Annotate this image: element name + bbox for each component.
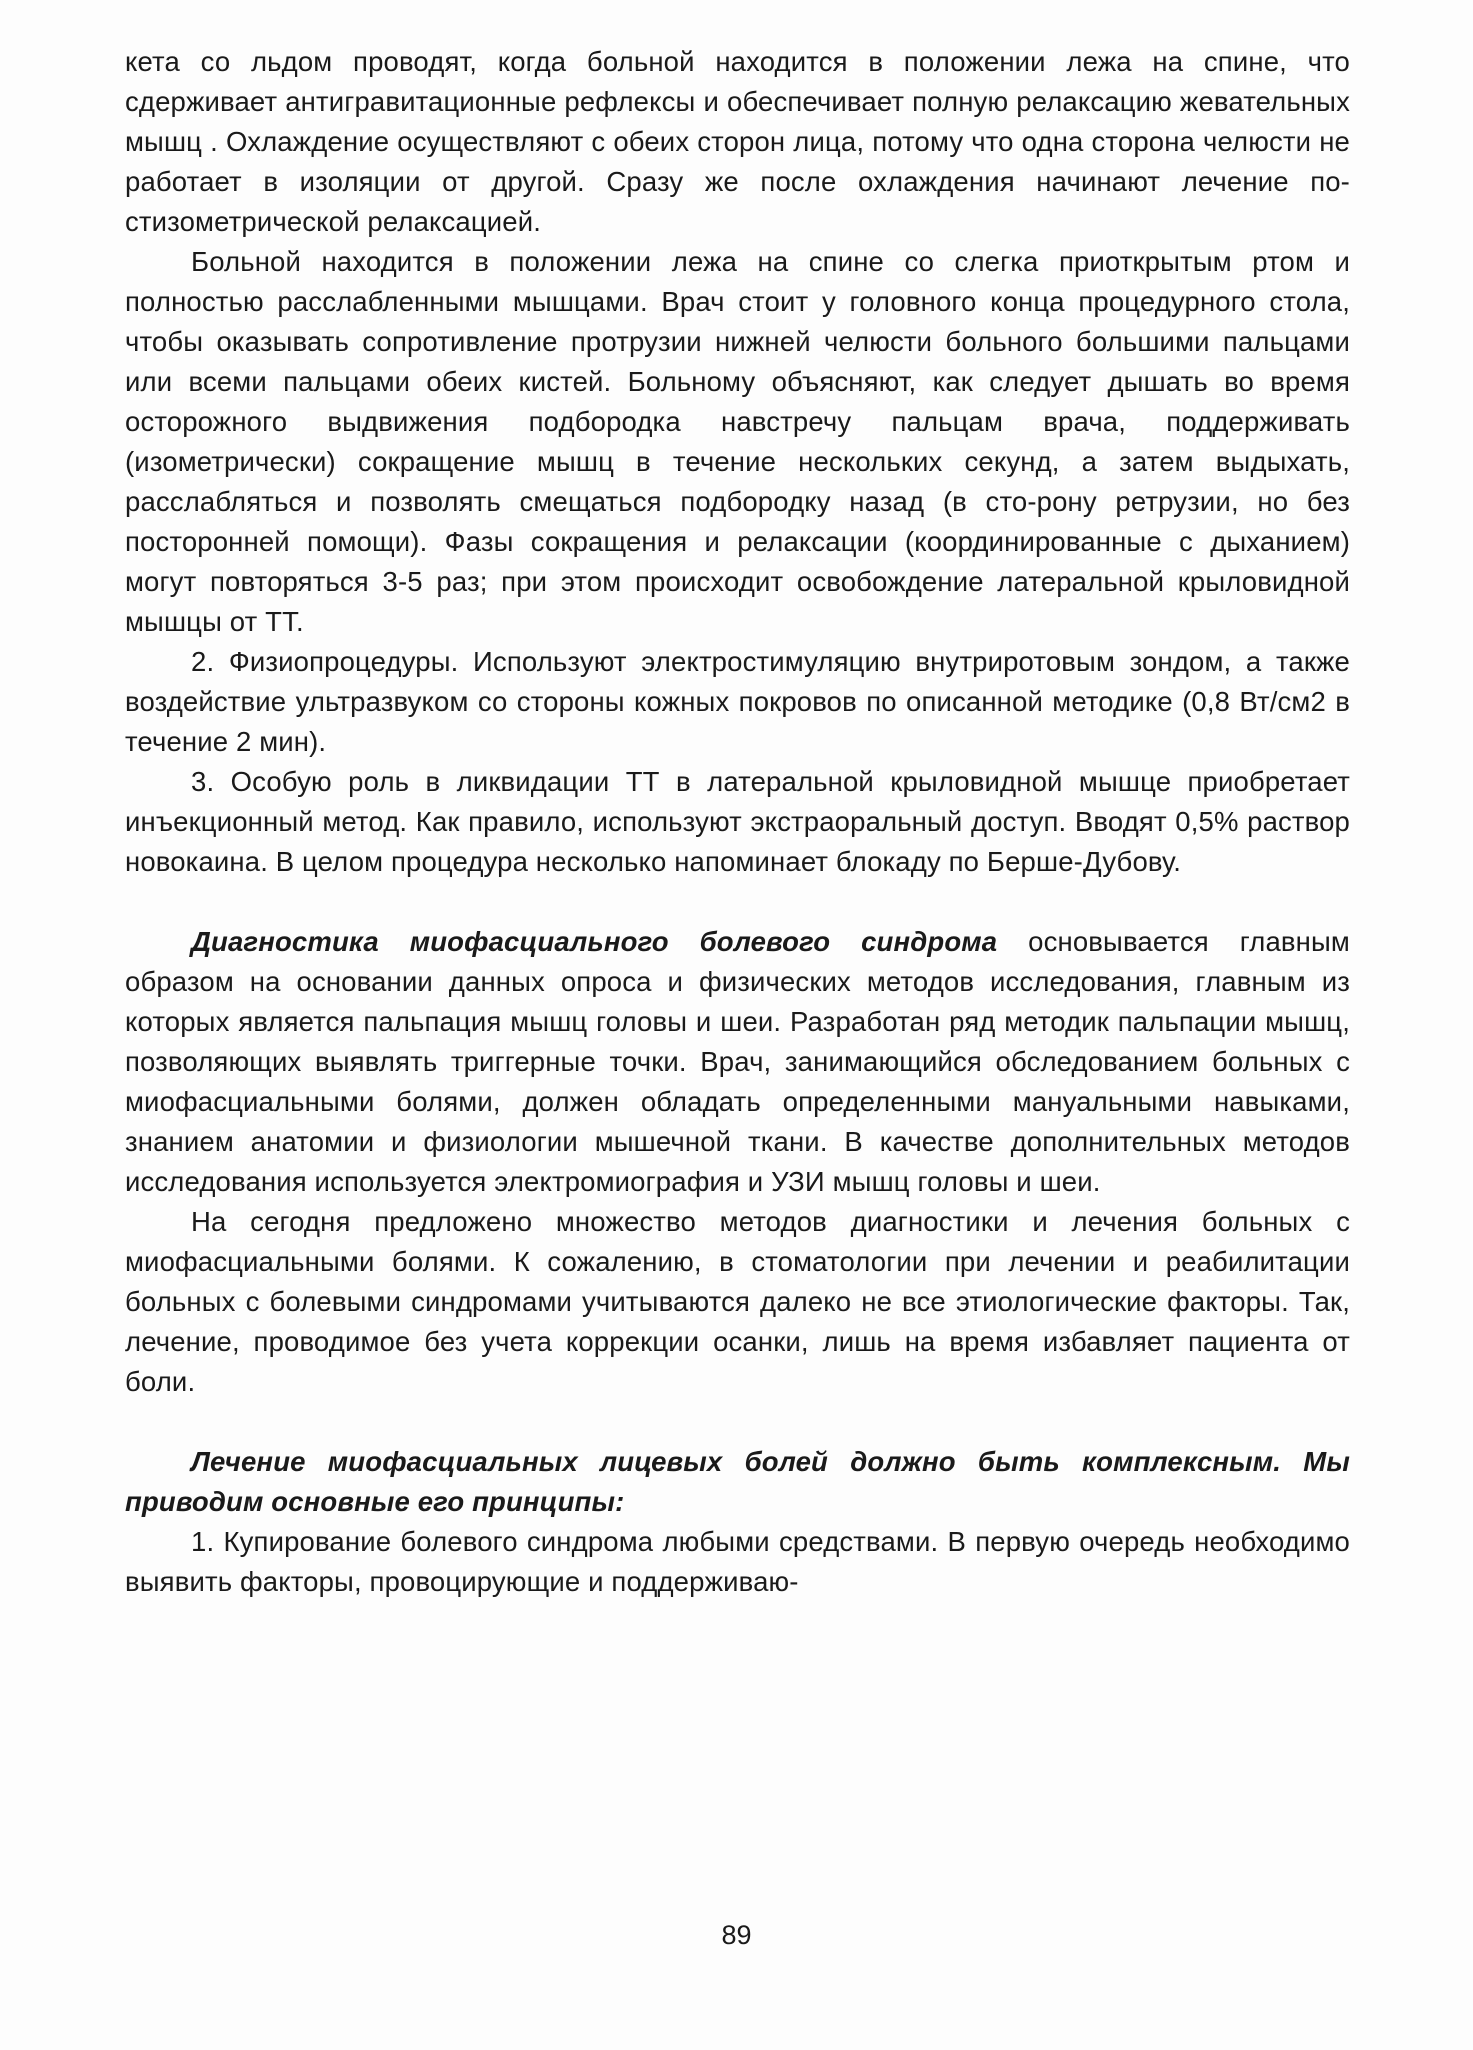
treatment-heading: Лечение миофасциальных лицевых болей должно быть комплексным. Мы приводим основные его принципы: xyxy=(125,1446,1350,1517)
diagnostics-heading: Диагностика миофасциального болевого синдрома xyxy=(191,926,998,957)
paragraph-injection-method: 3. Особую роль в ликвидации ТТ в латеральной крыловидной мышце приобретает инъекционный метод. Как правило, используют экстраоральный доступ. Вводят 0,5% раствор новокаина. В целом процедура несколько напоминает блокаду по Берше-Дубову. xyxy=(125,766,1350,877)
page-body xyxy=(125,42,1350,1602)
paragraph-patient-position: Больной находится в положении лежа на спине со слегка приоткрытым ртом и полностью расслабленными мышцами. Врач стоит у головного конца процедурного стола, чтобы оказывать сопротивление протрузии нижней челюсти больного большими пальцами или всеми пальцами обеих кистей. Больному объясняют, как следует дышать во время осторожного выдвижения подбородка навстречу пальцам врача, поддерживать (изометрически) сокращение мышц в течение нескольких секунд, а затем выдыхать, расслабляться и позволять смещаться подбородку назад (в сто-рону ретрузии, но без посторонней помощи). Фазы сокращения и релаксации (координированные с дыханием) могут повторяться 3-5 раз; при этом происходит освобождение латеральной крыловидной мышцы от ТТ. xyxy=(125,246,1350,637)
paragraph-diagnostics xyxy=(125,922,1350,1202)
paragraph-ice-cooling: кета со льдом проводят, когда больной находится в положении лежа на спине, что сдерживает антигравитационные рефлексы и обеспечивает полную релаксацию жевательных мышц . Охлаждение осуществляют с обеих сторон лица, потому что одна сторона челюсти не работает в изоляции от другой. Сразу же после охлаждения начинают лечение по-стизометрической релаксацией. xyxy=(125,46,1350,237)
diagnostics-text: основывается главным образом на основании данных опроса и физических методов исследования, главным из которых является пальпация мышц головы и шеи. Разработан ряд методик пальпации мышц, позволяющих выявлять триггерные точки. Врач, занимающийся обследованием больных с миофасциальными болями, должен обладать определенными мануальными навыками, знанием анатомии и физиологии мышечной ткани. В качестве дополнительных методов исследования используется электромиография и УЗИ мышц головы и шеи. xyxy=(125,926,1350,1197)
page-number: 89 xyxy=(721,1920,752,1950)
paragraph-methods-today: На сегодня предложено множество методов диагностики и лечения больных с миофасциальными болями. К сожалению, в стоматологии при лечении и реабилитации больных с болевыми синдромами учитываются далеко не все этиологические факторы. Так, лечение, проводимое без учета коррекции осанки, лишь на время избавляет пациента от боли. xyxy=(125,1206,1350,1397)
paragraph-physiotherapy: 2. Физиопроцедуры. Используют электростимуляцию внутриротовым зондом, а также воздействие ультразвуком со стороны кожных покровов по описанной методике (0,8 Вт/см2 в течение 2 мин). xyxy=(125,646,1350,757)
treatment-item-1: 1. Купирование болевого синдрома любыми средствами. В первую очередь необходимо выявить факторы, провоцирующие и поддерживаю- xyxy=(125,1526,1350,1597)
